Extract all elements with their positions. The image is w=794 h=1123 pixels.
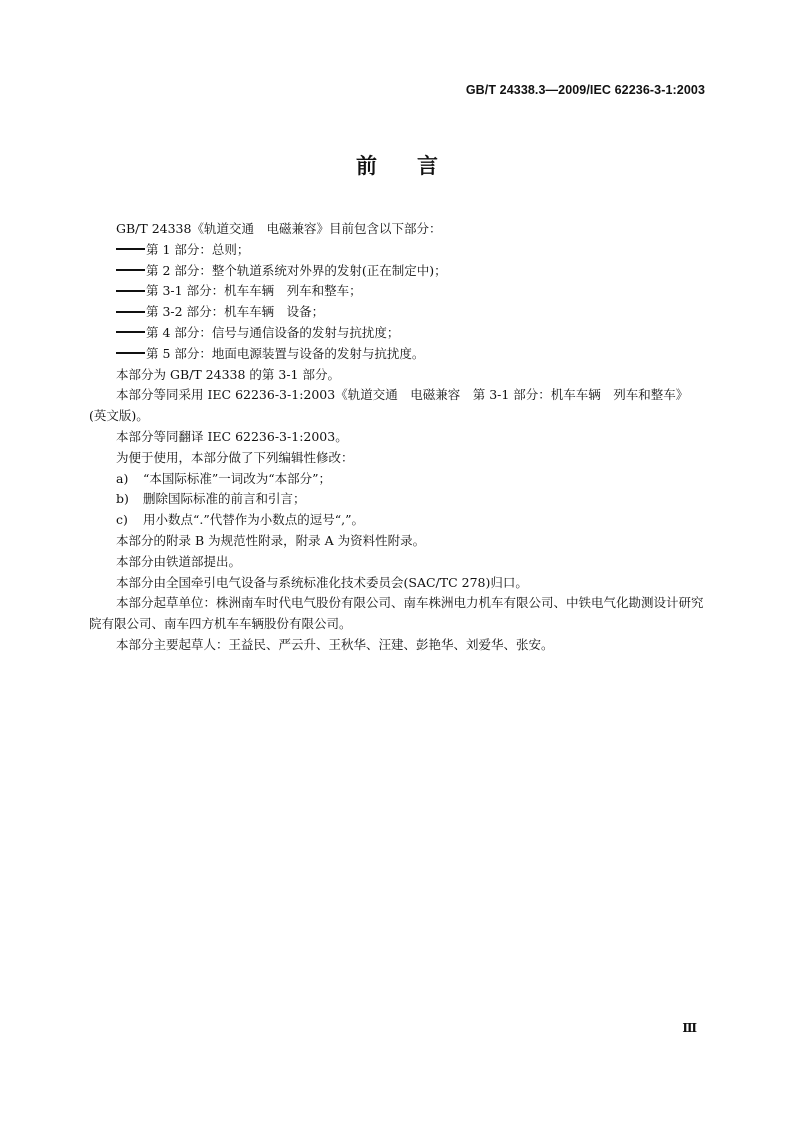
- part-list-item: [89, 240, 705, 261]
- intro-line: GB/T 24338《轨道交通 电磁兼容》目前包含以下部分：: [116, 221, 442, 236]
- edits-intro-line: 为便于使用，本部分做了下列编辑性修改：: [116, 449, 354, 465]
- part-text: 第 3-1 部分：机车车辆 列车和整车；: [146, 283, 362, 299]
- part-text: 第 5 部分：地面电源装置与设备的发射与抗扰度。: [146, 345, 425, 361]
- drafting-units-paragraph: 本部分起草单位：株洲南车时代电气股份有限公司、南车株洲电力机车有限公司、中铁电气化勘测设计研究院有限公司、南车四方机车车辆股份有限公司。: [89, 595, 704, 632]
- part-text: 第 1 部分：总则；: [146, 241, 250, 257]
- part-text: 第 2 部分：整个轨道系统对外界的发射(正在制定中)；: [146, 262, 447, 278]
- dash-mark: [116, 248, 145, 250]
- adoption-paragraph: 本部分等同采用 IEC 62236-3-1:2003《轨道交通 电磁兼容 第 3-1 部分：机车车辆 列车和整车》(英文版)。: [89, 387, 689, 424]
- edit-text: “本国际标准”一词改为“本部分”；: [143, 470, 332, 486]
- page-number: Ⅲ: [682, 1021, 697, 1035]
- page-header: GB/T 24338.3—2009/IEC 62236-3-1:2003: [465, 83, 705, 97]
- dash-mark: [116, 290, 145, 292]
- part-list-item: [89, 344, 705, 365]
- dash-mark: [116, 269, 145, 271]
- part-list-item: [89, 281, 705, 302]
- edit-marker: c): [116, 512, 128, 528]
- translation-line: 本部分等同翻译 IEC 62236-3-1:2003。: [116, 428, 348, 444]
- is-part-line: 本部分为 GB/T 24338 的第 3-1 部分。: [116, 366, 340, 382]
- dash-mark: [116, 352, 145, 354]
- edit-item: [89, 489, 705, 510]
- edit-item: [89, 469, 705, 490]
- edit-text: 删除国际标准的前言和引言；: [143, 491, 306, 507]
- jurisdiction-line: 本部分由全国牵引电气设备与系统标准化技术委员会(SAC/TC 278)归口。: [116, 574, 528, 590]
- proposed-by-line: 本部分由铁道部提出。: [116, 553, 242, 569]
- part-list-item: [89, 323, 705, 344]
- drafters-line: 本部分主要起草人：王益民、严云升、王秋华、汪建、彭艳华、刘爱华、张安。: [116, 636, 554, 652]
- dash-mark: [116, 331, 145, 333]
- part-text: 第 4 部分：信号与通信设备的发射与抗扰度；: [146, 324, 400, 340]
- edit-text: 用小数点“.”代替作为小数点的逗号“,”。: [143, 512, 365, 528]
- edit-marker: b): [116, 491, 129, 507]
- dash-mark: [116, 311, 145, 313]
- part-list-item: [89, 302, 705, 323]
- title-char-2: 言: [417, 154, 438, 178]
- title-char-1: 前: [356, 154, 377, 178]
- page-title: [0, 150, 794, 180]
- part-list-item: [89, 261, 705, 282]
- edit-marker: a): [116, 470, 129, 486]
- edit-item: [89, 510, 705, 531]
- part-text: 第 3-2 部分：机车车辆 设备；: [146, 304, 325, 320]
- annex-line: 本部分的附录 B 为规范性附录，附录 A 为资料性附录。: [116, 532, 426, 548]
- preface-body: [89, 219, 705, 656]
